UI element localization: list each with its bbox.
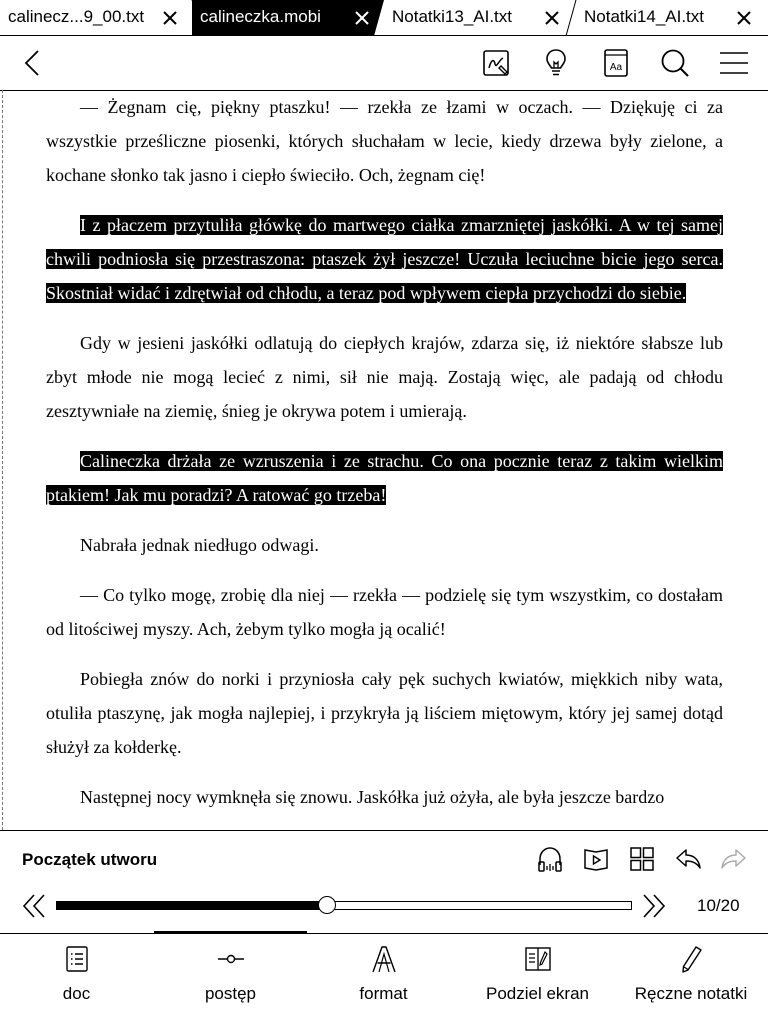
menu-icon[interactable] bbox=[717, 46, 751, 80]
nav-item-format[interactable] bbox=[307, 934, 460, 1025]
progress-thumb[interactable] bbox=[318, 896, 336, 914]
close-icon[interactable] bbox=[735, 9, 753, 27]
paragraph-text: Nabrała jednak niedługo odwagi. bbox=[80, 535, 319, 555]
paragraph-text: — Żegnam cię, piękny ptaszku! — rzekła ze łzami w oczach. — Dziękuję ci za wszystkie prześliczne piosenki, których słuchałam w lecie, kiedy drzewa były zielone, a kochane słonko tak jasno i ciepło świeciło. Och, żegnam cię! bbox=[46, 97, 723, 185]
nav-label: format bbox=[359, 984, 408, 1003]
tab-bar bbox=[0, 0, 768, 36]
nav-item-split-screen[interactable] bbox=[461, 934, 614, 1025]
nav-label: postęp bbox=[204, 984, 257, 1003]
search-icon[interactable] bbox=[658, 46, 692, 80]
headphones-icon[interactable] bbox=[535, 844, 565, 874]
tab-3[interactable] bbox=[384, 0, 576, 36]
paragraph-text: — Co tylko mogę, zrobię dla niej — rzekła — podzielę się tym wszystkim, co dostałam od litościwej myszy. Ach, żebym tylko mogła ją ocalić! bbox=[46, 585, 723, 639]
paragraph-text: Pobiegła znów do norki i przyniosła cały pęk suchych kwiatów, miękkich niby wata, otuliła ptaszynę, jak mogła najlepiej, i przykryła ją liściem miętowym, który jej samej dotąd służył za kołderkę. bbox=[46, 669, 723, 757]
nav-item-doc[interactable] bbox=[0, 934, 153, 1025]
tab-2[interactable] bbox=[192, 0, 384, 36]
grid-icon[interactable] bbox=[627, 844, 657, 874]
progress-panel bbox=[0, 832, 768, 932]
highlighted-text: I z płaczem przytuliła główkę do martwego ciałka zmarzniętej jaskółki. A w tej samej chwili podniosła się przestraszona: ptaszek żył jeszcze! Uczuła leciuchne bicie jego serca. Skostniał widać i zdrętwiał od chłodu, a teraz pod wpływem ciepła przychodzi do siebie. bbox=[46, 215, 723, 303]
undo-arrow-icon[interactable] bbox=[673, 844, 703, 874]
nav-label: Ręczne notatki bbox=[634, 984, 748, 1003]
tab-label: calinecz...9_00.txt bbox=[8, 7, 145, 26]
nav-item-progress[interactable] bbox=[154, 934, 307, 1025]
paragraph-highlighted[interactable] bbox=[46, 208, 723, 310]
book-page[interactable] bbox=[0, 90, 768, 831]
paragraph-text: Gdy w jesieni jaskółki odlatują do ciepłych krajów, zdarza się, iż niektóre słabsze lub zbyt młode nie mogą lecieć z nimi, sił nie mają. Zostają więc, ale padają od chłodu zesztywniałe na ziemię, śnieg je okrywa potem i umierają. bbox=[46, 333, 723, 421]
close-icon[interactable] bbox=[543, 9, 561, 27]
progress-track[interactable] bbox=[56, 901, 632, 910]
progress-fill bbox=[57, 902, 327, 909]
tab-label: Notatki14_AI.txt bbox=[584, 7, 705, 26]
page-margin-guide bbox=[2, 90, 3, 830]
paragraph-text: Następnej nocy wymknęła się znowu. Jaskółka już ożyła, ale była jeszcze bardzo bbox=[80, 787, 665, 807]
nav-label: doc bbox=[62, 984, 91, 1003]
paragraph[interactable] bbox=[46, 780, 723, 814]
tab-label: calineczka.mobi bbox=[200, 7, 321, 26]
pen-icon bbox=[676, 944, 706, 974]
book-text[interactable] bbox=[46, 90, 723, 814]
toc-list-icon bbox=[62, 944, 92, 974]
reader-toolbar bbox=[0, 36, 768, 91]
next-chapter-icon[interactable] bbox=[640, 892, 668, 920]
back-chevron-icon[interactable] bbox=[16, 46, 50, 80]
paragraph[interactable] bbox=[46, 662, 723, 764]
font-a-icon bbox=[369, 944, 399, 974]
svg-text:Aa: Aa bbox=[609, 62, 623, 73]
previous-chapter-icon[interactable] bbox=[20, 892, 48, 920]
paragraph[interactable] bbox=[46, 90, 723, 192]
nav-item-handwritten-notes[interactable] bbox=[614, 934, 768, 1025]
split-screen-icon bbox=[523, 944, 553, 974]
tab-label: Notatki13_AI.txt bbox=[392, 7, 513, 26]
close-icon[interactable] bbox=[353, 9, 371, 27]
play-book-icon[interactable] bbox=[581, 844, 611, 874]
paragraph-highlighted[interactable] bbox=[46, 444, 723, 512]
font-aa-icon[interactable] bbox=[599, 46, 633, 80]
highlighted-text: Calineczka drżała ze wzruszenia i ze strachu. Co ona pocznie teraz z takim wielkim ptakiem! Jak mu poradzi? A ratować go trzeba! bbox=[46, 451, 723, 505]
bottom-nav bbox=[0, 933, 768, 1025]
progress-slider-icon bbox=[216, 944, 246, 974]
redo-arrow-icon[interactable] bbox=[719, 844, 749, 874]
nav-label: Podziel ekran bbox=[485, 984, 589, 1003]
chapter-title: Początek utworu bbox=[22, 850, 158, 869]
page-counter: 10/20 bbox=[697, 896, 740, 915]
paragraph[interactable] bbox=[46, 326, 723, 428]
tab-4[interactable] bbox=[576, 0, 768, 36]
paragraph[interactable] bbox=[46, 578, 723, 646]
tab-1[interactable] bbox=[0, 0, 192, 36]
lightbulb-icon[interactable] bbox=[539, 46, 573, 80]
close-icon[interactable] bbox=[161, 9, 179, 27]
handwriting-icon[interactable] bbox=[479, 46, 513, 80]
paragraph[interactable] bbox=[46, 528, 723, 562]
